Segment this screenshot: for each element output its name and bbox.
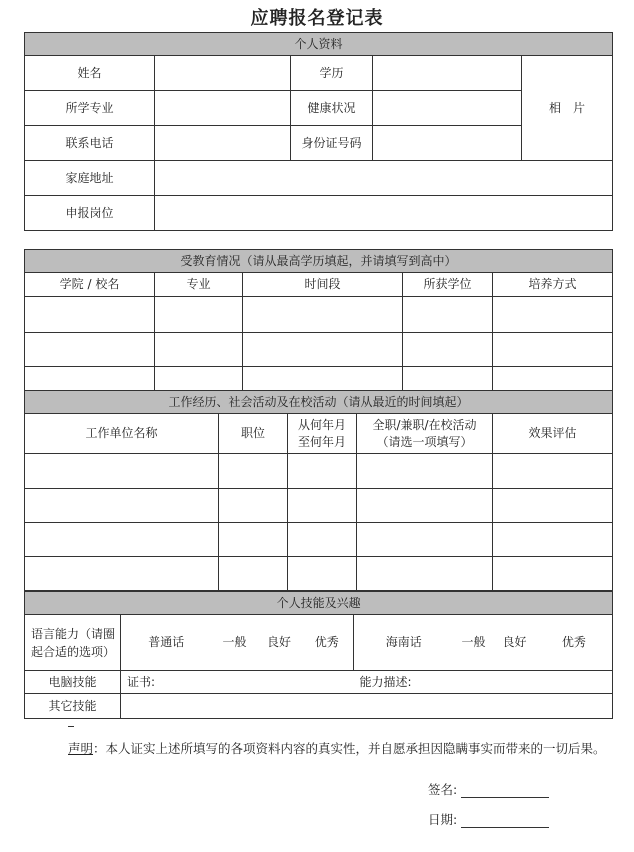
signature-row xyxy=(428,780,549,798)
table-row xyxy=(25,454,613,489)
name-field[interactable] xyxy=(155,56,291,91)
health-label: 健康状况 xyxy=(291,91,373,126)
col-degree: 所获学位 xyxy=(403,273,493,297)
skills-section-header: 个人技能及兴趣 xyxy=(25,592,613,615)
education-table xyxy=(24,249,613,391)
ability-description-field[interactable]: 能力描述: xyxy=(354,671,613,694)
id-number-field[interactable] xyxy=(373,126,522,161)
skills-table xyxy=(24,591,613,719)
id-number-label: 身份证号码 xyxy=(291,126,373,161)
col-activity-type-line1: 全职/兼职/在校活动 xyxy=(372,417,477,432)
hainanese-level-good[interactable]: 良好 xyxy=(494,615,536,671)
phone-label: 联系电话 xyxy=(25,126,155,161)
mandarin-label: 普通话 xyxy=(121,615,212,671)
other-skills-label: 其它技能 xyxy=(25,694,121,719)
table-row xyxy=(25,367,613,391)
col-time xyxy=(288,414,357,454)
education-label: 学历 xyxy=(291,56,373,91)
col-job-title: 职位 xyxy=(219,414,288,454)
col-activity-type xyxy=(357,414,493,454)
certificate-field[interactable]: 证书: xyxy=(121,671,354,694)
position-label: 申报岗位 xyxy=(25,196,155,231)
language-ability-label: 语言能力（请圈起合适的选项） xyxy=(25,615,121,671)
mandarin-level-excellent[interactable]: 优秀 xyxy=(301,615,354,671)
address-label: 家庭地址 xyxy=(25,161,155,196)
hainanese-level-excellent[interactable]: 优秀 xyxy=(536,615,613,671)
table-row xyxy=(25,297,613,333)
phone-field[interactable] xyxy=(155,126,291,161)
declaration xyxy=(68,738,608,759)
signature-line[interactable] xyxy=(461,783,549,798)
col-work-unit: 工作单位名称 xyxy=(25,414,219,454)
work-section-header: 工作经历、社会活动及在校活动（请从最近的时间填起） xyxy=(25,391,613,414)
table-row xyxy=(25,333,613,367)
photo-box[interactable]: 相 片 xyxy=(522,56,613,161)
col-school: 学院 / 校名 xyxy=(25,273,155,297)
major-label: 所学专业 xyxy=(25,91,155,126)
col-training-mode: 培养方式 xyxy=(493,273,613,297)
date-row xyxy=(428,810,549,828)
col-time-from: 从何年月 xyxy=(297,417,346,432)
mandarin-level-good[interactable]: 良好 xyxy=(258,615,301,671)
table-row xyxy=(25,489,613,523)
hainanese-label: 海南话 xyxy=(354,615,454,671)
divider xyxy=(68,726,74,727)
col-activity-type-line2: （请选一项填写） xyxy=(376,434,473,449)
health-field[interactable] xyxy=(373,91,522,126)
address-field[interactable] xyxy=(155,161,613,196)
personal-info-table xyxy=(24,32,613,231)
date-label: 日期: xyxy=(428,812,458,827)
other-skills-field[interactable] xyxy=(121,694,613,719)
col-time-to: 至何年月 xyxy=(297,434,346,449)
education-section-header: 受教育情况（请从最高学历填起，并请填写到高中） xyxy=(25,250,613,273)
page-title: 应聘报名登记表 xyxy=(250,8,384,29)
col-evaluation: 效果评估 xyxy=(493,414,613,454)
position-field[interactable] xyxy=(155,196,613,231)
declaration-heading: 声明 xyxy=(68,741,94,756)
personal-section-header: 个人资料 xyxy=(25,33,613,56)
declaration-text: ：本人证实上述所填写的各项资料内容的真实性，并自愿承担因隐瞒事实而带来的一切后果。 xyxy=(93,741,606,756)
col-major: 专业 xyxy=(155,273,243,297)
signature-label: 签名: xyxy=(428,782,458,797)
computer-skills-label: 电脑技能 xyxy=(25,671,121,694)
education-field[interactable] xyxy=(373,56,522,91)
table-row xyxy=(25,557,613,591)
name-label: 姓名 xyxy=(25,56,155,91)
col-period: 时间段 xyxy=(243,273,403,297)
mandarin-level-fair[interactable]: 一般 xyxy=(212,615,258,671)
date-line[interactable] xyxy=(461,813,549,828)
hainanese-level-fair[interactable]: 一般 xyxy=(454,615,494,671)
work-table xyxy=(24,390,613,591)
major-field[interactable] xyxy=(155,91,291,126)
table-row xyxy=(25,523,613,557)
